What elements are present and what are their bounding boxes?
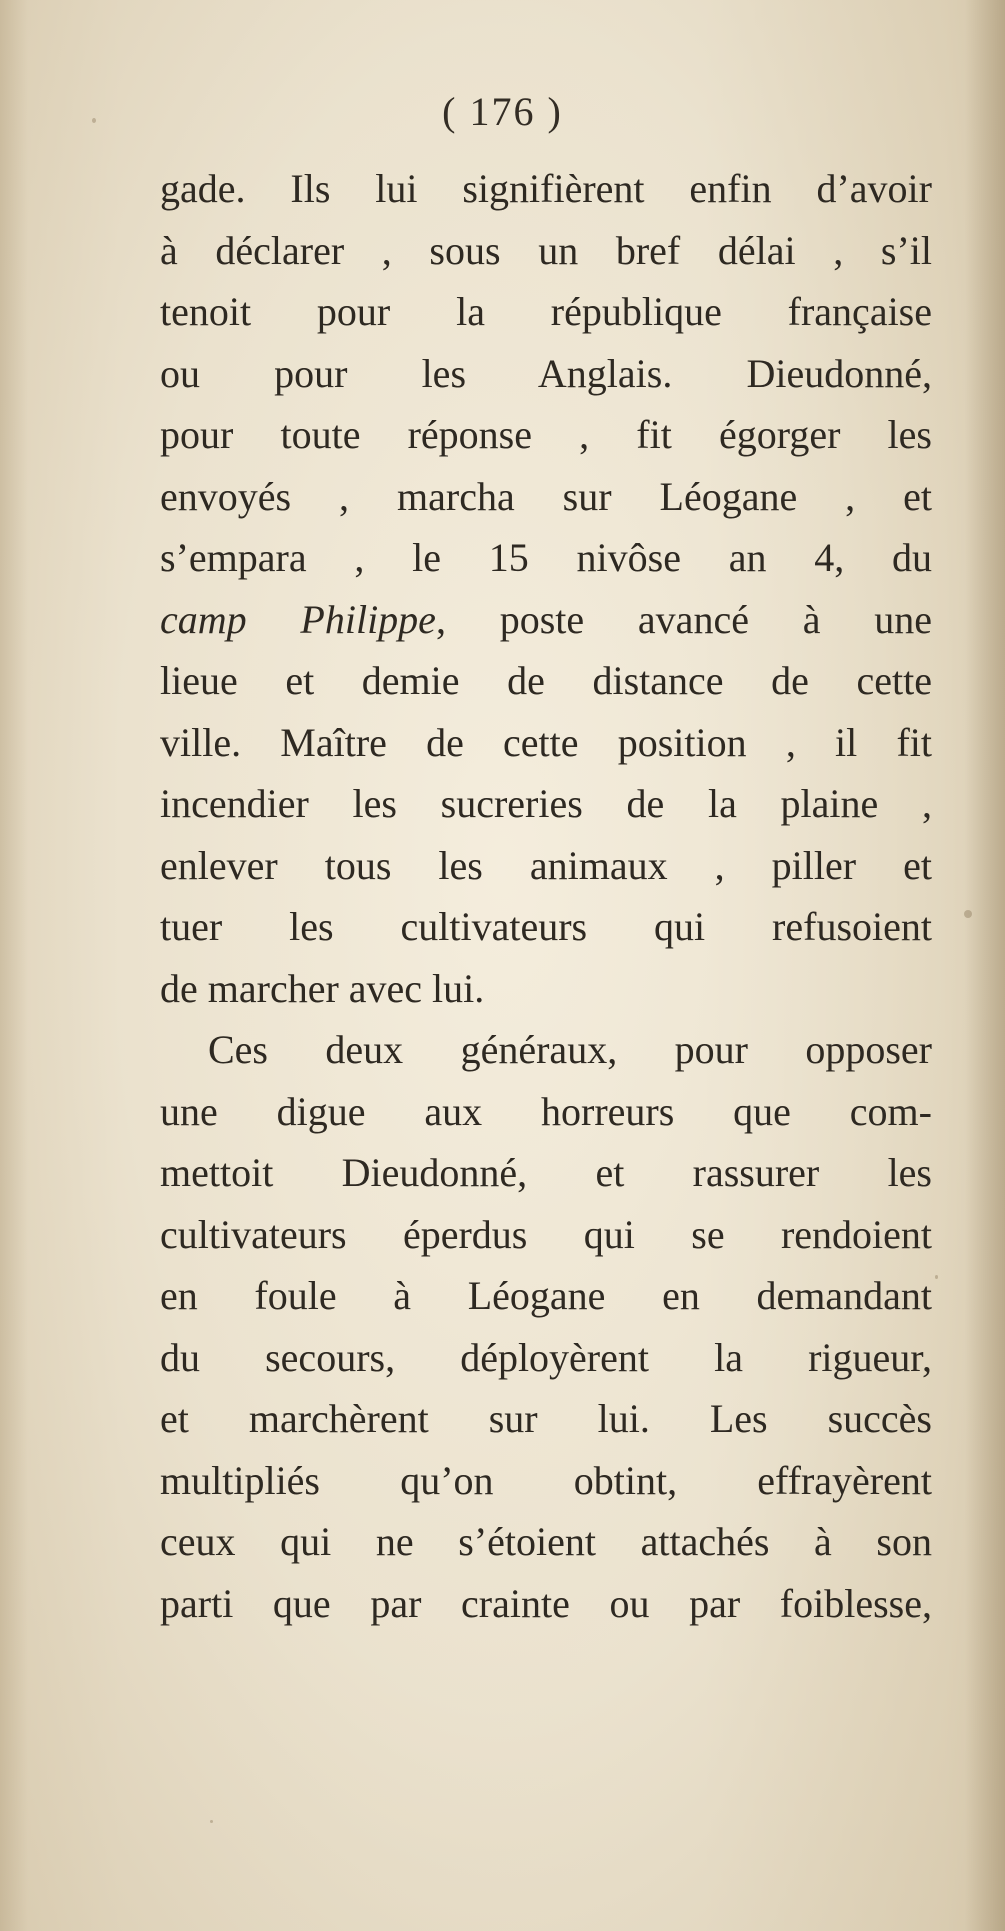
text-line: incendier les sucreries de la plaine , — [160, 781, 932, 826]
text-line: à déclarer , sous un bref délai , s’il — [160, 227, 932, 273]
page-number: ( 176 ) — [442, 89, 563, 134]
paper-speck — [210, 1820, 213, 1823]
text-line: tuer les cultivateurs qui refusoient — [160, 904, 932, 949]
paper-speck — [964, 910, 972, 918]
paragraph — [160, 158, 932, 1019]
text-line: de marcher avec lui. — [160, 965, 485, 1011]
page-edge-right — [965, 0, 1005, 1931]
text-line-with-italic — [160, 589, 932, 651]
text-line: en foule à Léogane en demandant — [160, 1273, 932, 1318]
text-line: et marchèrent sur lui. Les succès — [160, 1396, 932, 1441]
text-line: enlever tous les animaux , piller et — [160, 842, 932, 888]
paper-speck — [935, 1275, 938, 1279]
body-text — [160, 158, 932, 1634]
page-edge-left — [0, 0, 28, 1931]
text-line: cultivateurs éperdus qui se rendoient — [160, 1211, 932, 1257]
text-line: parti que par crainte ou par foiblesse, — [160, 1580, 932, 1626]
text-line: mettoit Dieudonné, et rassurer les — [160, 1150, 932, 1195]
text-line: multipliés qu’on obtint, effrayèrent — [160, 1457, 932, 1503]
text-line: une digue aux horreurs que com- — [160, 1088, 932, 1134]
text-line: ceux qui ne s’étoient attachés à son — [160, 1519, 932, 1564]
text-line: gade. Ils lui signifièrent enfin d’avoir — [160, 166, 932, 211]
text-line: ou pour les Anglais. Dieudonné, — [160, 350, 932, 396]
text-line: du secours, déployèrent la rigueur, — [160, 1334, 932, 1380]
text-line: ville. Maître de cette position , il fit — [160, 719, 932, 765]
italic-place-name: camp Philippe — [160, 596, 436, 642]
text-line-rest: , poste avancé à une — [435, 596, 932, 642]
paragraph — [160, 1019, 932, 1634]
text-line: tenoit pour la république française — [160, 289, 932, 334]
text-line: Ces deux généraux, pour opposer — [208, 1027, 932, 1072]
text-line: lieue et demie de distance de cette — [160, 658, 932, 703]
text-line: envoyés , marcha sur Léogane , et — [160, 473, 932, 519]
text-line: pour toute réponse , fit égorger les — [160, 412, 932, 457]
text-line: s’empara , le 15 nivôse an 4, du — [160, 535, 932, 580]
